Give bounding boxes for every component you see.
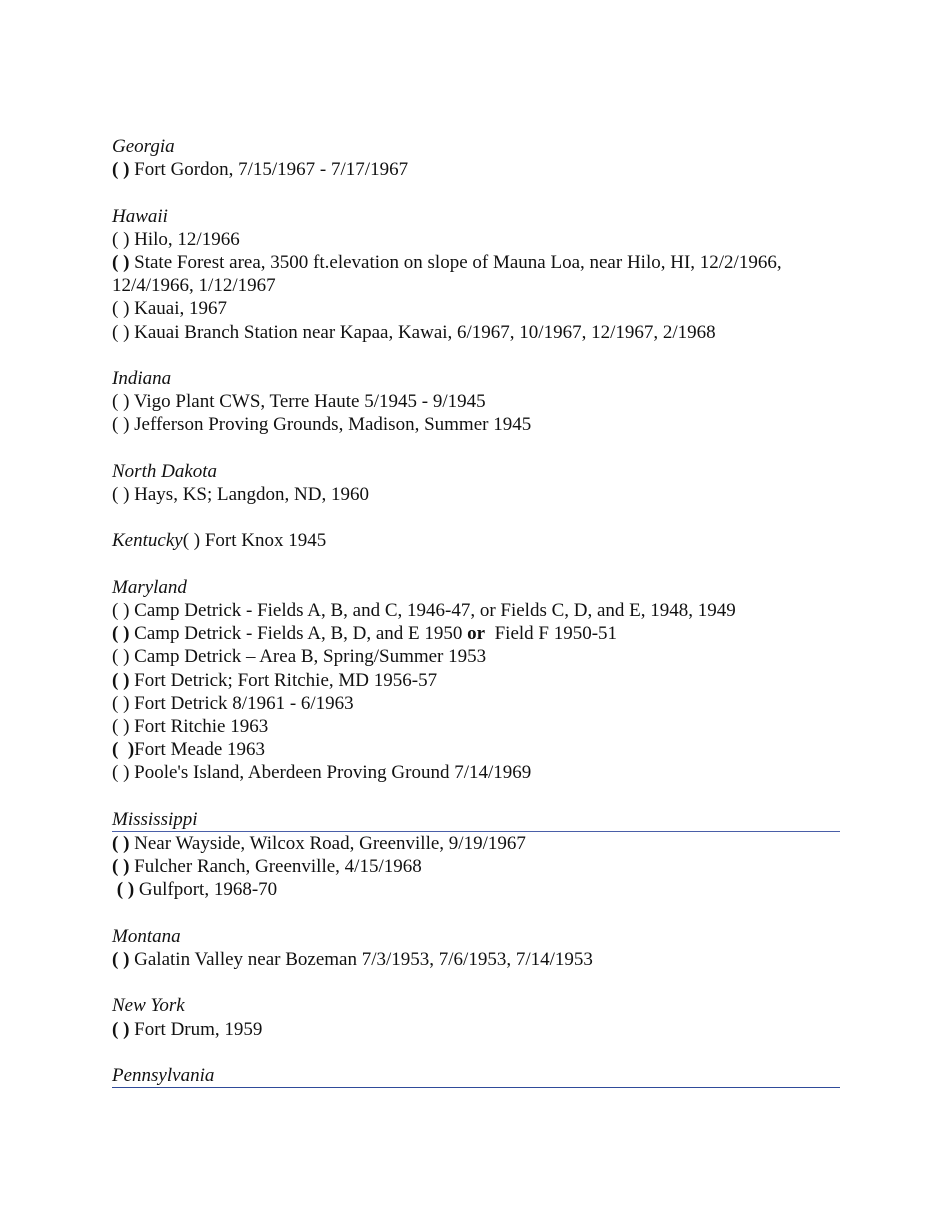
list-item — [112, 413, 840, 436]
checkbox-mark: ( ) — [112, 646, 130, 668]
list-item-text: Hilo, 12/1966 — [129, 228, 240, 250]
checkbox-mark: ( ) — [182, 530, 201, 552]
list-item — [112, 251, 840, 297]
list-item — [112, 761, 840, 784]
checkbox-mark: ( ) — [112, 716, 130, 737]
state-heading-pennsylvania: Pennsylvania — [112, 1064, 840, 1088]
list-item — [112, 832, 840, 855]
checkbox-mark: ( ) — [112, 599, 130, 621]
checkbox-mark: ( ) — [112, 739, 135, 761]
state-heading-montana: Montana — [112, 925, 181, 947]
list-item — [112, 715, 840, 738]
checkbox-mark: ( ) — [112, 692, 130, 714]
list-item — [112, 669, 840, 692]
checkbox-mark: ( ) — [112, 623, 130, 645]
state-heading-maryland: Maryland — [112, 576, 187, 598]
list-item-text: Poole's Island, Aberdeen Proving Ground 7/14/1969 — [129, 762, 532, 784]
state-heading-hawaii: Hawaii — [112, 205, 168, 227]
checkbox-mark: ( ) — [112, 856, 130, 878]
list-item-text: Hays, KS; Langdon, ND, 1960 — [129, 484, 370, 505]
spacer — [112, 553, 840, 576]
document-body — [112, 135, 840, 1088]
spacer — [112, 902, 840, 925]
list-item-text: Fort Knox 1945 — [200, 530, 327, 552]
state-heading-georgia: Georgia — [112, 136, 175, 157]
spacer — [112, 1041, 840, 1064]
checkbox-mark: ( ) — [112, 159, 130, 181]
spacer — [112, 344, 840, 367]
list-item — [112, 645, 840, 668]
list-item — [112, 599, 840, 622]
bold-or: or — [467, 623, 486, 645]
list-item — [112, 158, 840, 181]
list-item — [112, 622, 840, 645]
state-heading-kentucky: Kentucky — [112, 530, 183, 552]
list-item-text: Fort Drum, 1959 — [129, 1018, 263, 1040]
list-item-text: Camp Detrick – Area B, Spring/Summer 1953 — [129, 646, 487, 668]
list-item-text: Vigo Plant CWS, Terre Haute 5/1945 - 9/1945 — [129, 391, 486, 413]
list-item-text: Camp Detrick - Fields A, B, and C, 1946-47, or Fields C, D, and E, 1948, 1949 — [129, 599, 736, 621]
list-item-text: Fort Ritchie 1963 — [129, 716, 269, 737]
list-item — [112, 297, 840, 320]
list-item-text: Gulfport, 1968-70 — [134, 879, 278, 901]
list-item-text: Kauai Branch Station near Kapaa, Kawai, 6/1967, 10/1967, 12/1967, 2/1968 — [129, 321, 716, 343]
state-heading-new-york: New York — [112, 995, 185, 1017]
list-item — [112, 483, 840, 506]
state-heading-north-dakota: North Dakota — [112, 460, 218, 482]
state-heading-indiana: Indiana — [112, 368, 172, 389]
checkbox-mark: ( ) — [112, 252, 130, 273]
list-item — [112, 692, 840, 715]
list-item — [112, 948, 840, 971]
state-heading-mississippi: Mississippi — [112, 808, 840, 832]
checkbox-mark: ( ) — [112, 833, 130, 854]
list-item-text: Field F 1950-51 — [485, 623, 618, 645]
checkbox-mark: ( ) — [112, 414, 130, 436]
list-item — [112, 855, 840, 878]
spacer — [112, 181, 840, 204]
list-item — [112, 738, 840, 761]
list-item — [112, 321, 840, 344]
list-item-text: Fulcher Ranch, Greenville, 4/15/1968 — [129, 856, 422, 878]
list-item-text: Fort Meade 1963 — [134, 739, 266, 761]
checkbox-mark: ( ) — [112, 669, 130, 691]
checkbox-mark: ( ) — [112, 949, 130, 970]
list-item-text: Near Wayside, Wilcox Road, Greenville, 9/19/1967 — [129, 833, 526, 854]
list-item — [112, 390, 840, 413]
list-item — [112, 878, 840, 901]
list-item-text: Camp Detrick - Fields A, B, D, and E 1950 — [129, 623, 468, 645]
spacer — [112, 971, 840, 994]
list-item — [112, 529, 840, 552]
spacer — [112, 437, 840, 460]
list-item-text: Fort Detrick; Fort Ritchie, MD 1956-57 — [129, 669, 438, 691]
list-item — [112, 228, 840, 251]
list-item-text: Kauai, 1967 — [129, 298, 228, 320]
checkbox-mark: ( ) — [112, 762, 130, 784]
checkbox-mark: ( ) — [112, 228, 130, 250]
list-item-text: Jefferson Proving Grounds, Madison, Summer 1945 — [129, 414, 532, 436]
spacer — [112, 785, 840, 808]
spacer — [112, 506, 840, 529]
checkbox-mark: ( ) — [112, 484, 130, 505]
checkbox-mark: ( ) — [112, 321, 130, 343]
list-item-text: State Forest area, 3500 ft.elevation on slope of Mauna Loa, near Hilo, HI, 12/2/1966, 12/4/1966, 1/12/1967 — [112, 252, 782, 297]
list-item — [112, 1018, 840, 1041]
list-item-text: Fort Gordon, 7/15/1967 - 7/17/1967 — [129, 159, 409, 181]
checkbox-mark: ( ) — [112, 879, 135, 901]
list-item-text: Galatin Valley near Bozeman 7/3/1953, 7/6/1953, 7/14/1953 — [129, 949, 593, 970]
checkbox-mark: ( ) — [112, 391, 130, 413]
list-item-text: Fort Detrick 8/1961 - 6/1963 — [129, 692, 354, 714]
checkbox-mark: ( ) — [112, 298, 130, 320]
checkbox-mark: ( ) — [112, 1018, 130, 1040]
